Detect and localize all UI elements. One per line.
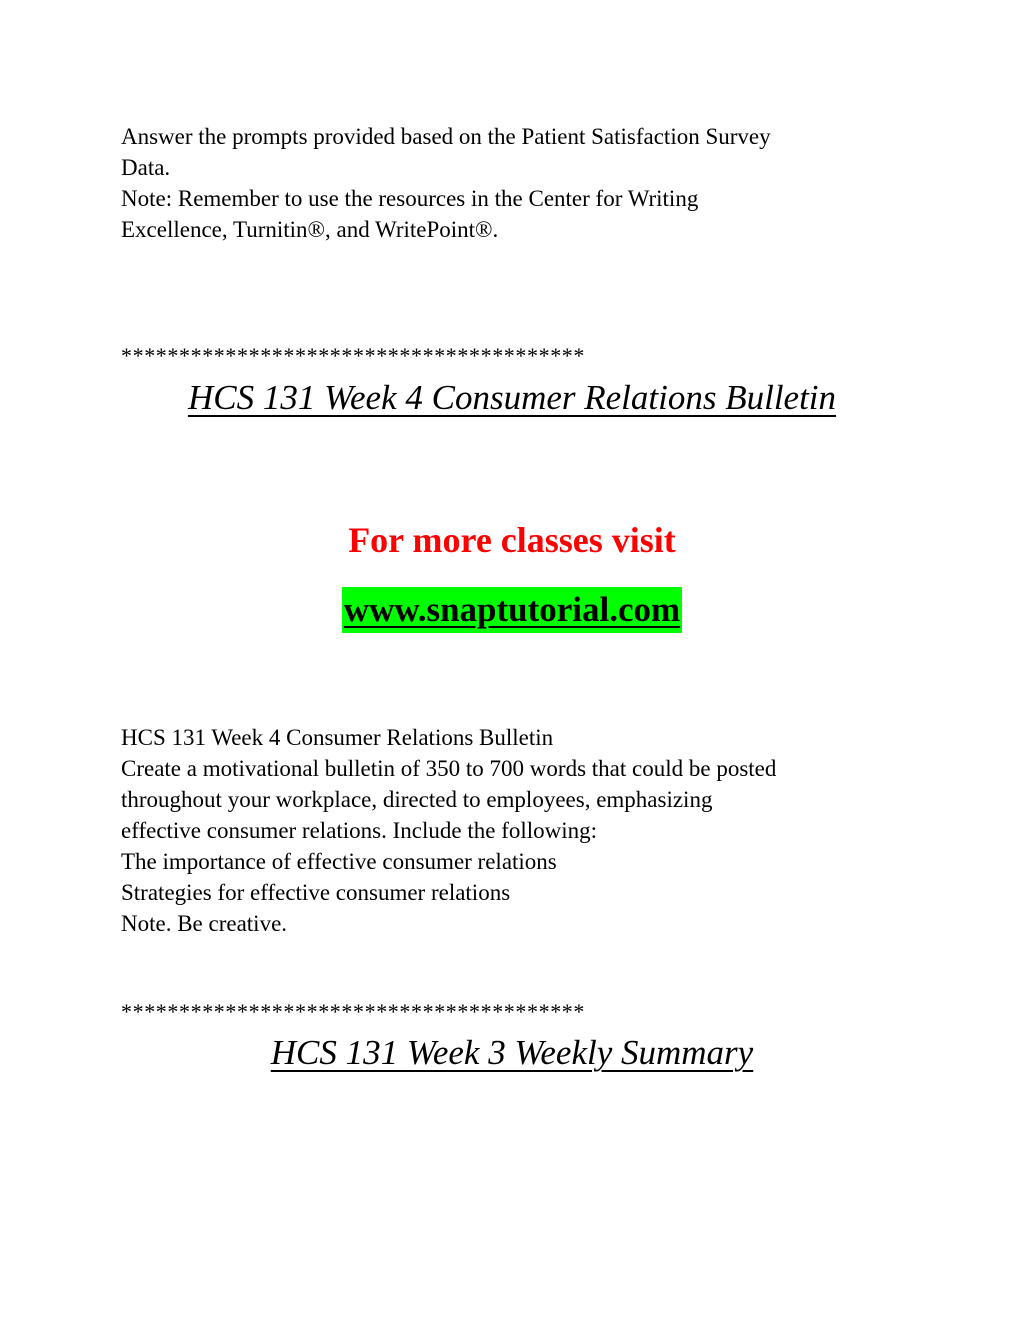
assignment-line-3: throughout your workplace, directed to employees, emphasizing	[121, 787, 713, 812]
heading-week4: HCS 131 Week 4 Consumer Relations Bulletin	[187, 378, 837, 417]
snaptutorial-link[interactable]: www.snaptutorial.com	[342, 587, 682, 633]
promo-text: For more classes visit	[348, 520, 676, 560]
separator-stars-1: ****************************************	[121, 343, 585, 368]
promo-link-wrap	[0, 587, 1024, 633]
intro-line-3: Note: Remember to use the resources in the Center for Writing	[121, 186, 699, 211]
assignment-paragraph	[121, 722, 921, 939]
assignment-line-5: The importance of effective consumer relations	[121, 849, 557, 874]
assignment-line-2: Create a motivational bulletin of 350 to 700 words that could be posted	[121, 756, 777, 781]
intro-line-2: Data.	[121, 155, 171, 180]
assignment-line-1: HCS 131 Week 4 Consumer Relations Bulletin	[121, 725, 554, 750]
intro-line-4: Excellence, Turnitin®, and WritePoint®.	[121, 217, 499, 242]
assignment-line-7: Note. Be creative.	[121, 911, 288, 936]
heading-week3: HCS 131 Week 3 Weekly Summary	[270, 1033, 754, 1072]
intro-paragraph	[121, 121, 921, 245]
assignment-line-6: Strategies for effective consumer relations	[121, 880, 511, 905]
separator-stars-2: ****************************************	[121, 999, 585, 1024]
assignment-line-4: effective consumer relations. Include the following:	[121, 818, 598, 843]
intro-line-1: Answer the prompts provided based on the Patient Satisfaction Survey	[121, 124, 771, 149]
